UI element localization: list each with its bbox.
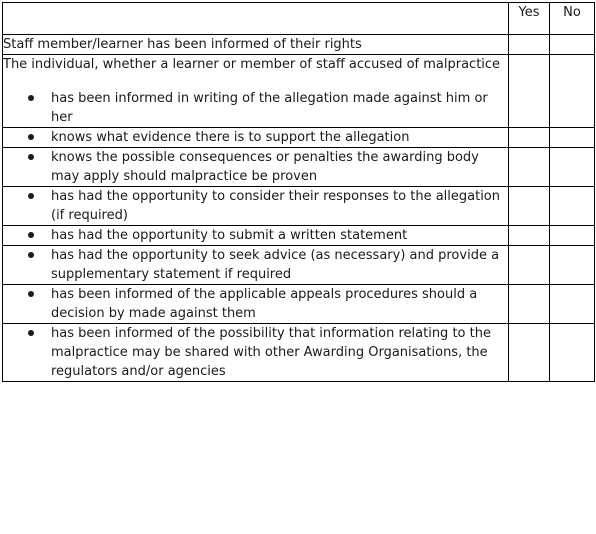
bullet-item bbox=[3, 128, 508, 147]
bullet-item bbox=[3, 89, 508, 127]
table-row bbox=[3, 55, 595, 128]
bullet-icon bbox=[3, 128, 51, 147]
table-row bbox=[3, 226, 595, 246]
yes-checkbox-cell[interactable] bbox=[509, 187, 550, 226]
table-row bbox=[3, 187, 595, 226]
table-row bbox=[3, 35, 595, 55]
bullet-icon bbox=[3, 148, 51, 186]
bullet-item bbox=[3, 226, 508, 245]
malpractice-checklist-table bbox=[2, 2, 595, 382]
bullet-icon bbox=[3, 187, 51, 225]
statement-cell bbox=[3, 148, 509, 187]
bullet-item bbox=[3, 324, 508, 381]
yes-checkbox-cell[interactable] bbox=[509, 128, 550, 148]
no-checkbox-cell[interactable] bbox=[550, 35, 595, 55]
bullet-text: has had the opportunity to submit a written statement bbox=[51, 228, 408, 243]
statement-cell bbox=[3, 324, 509, 382]
yes-checkbox-cell[interactable] bbox=[509, 35, 550, 55]
no-checkbox-cell[interactable] bbox=[550, 226, 595, 246]
yes-checkbox-cell[interactable] bbox=[509, 226, 550, 246]
no-checkbox-cell[interactable] bbox=[550, 246, 595, 285]
bullet-text: has had the opportunity to seek advice (as necessary) and provide a supplementary statement if required bbox=[51, 248, 500, 282]
statement-cell bbox=[3, 55, 509, 128]
bullet-text: knows what evidence there is to support the allegation bbox=[51, 130, 410, 145]
bullet-icon bbox=[3, 324, 51, 381]
yes-checkbox-cell[interactable] bbox=[509, 285, 550, 324]
yes-checkbox-cell[interactable] bbox=[509, 148, 550, 187]
header-row bbox=[3, 3, 595, 35]
statement-cell: Staff member/learner has been informed of their rights bbox=[3, 35, 509, 55]
statement-cell bbox=[3, 187, 509, 226]
yes-column-header: Yes bbox=[509, 3, 550, 35]
table-row bbox=[3, 246, 595, 285]
bullet-text: has been informed in writing of the allegation made against him or her bbox=[51, 91, 488, 125]
bullet-text: has been informed of the applicable appeals procedures should a decision by made against them bbox=[51, 287, 478, 321]
no-checkbox-cell[interactable] bbox=[550, 187, 595, 226]
bullet-item bbox=[3, 285, 508, 323]
statement-column-header bbox=[3, 3, 509, 35]
statement-cell bbox=[3, 128, 509, 148]
no-checkbox-cell[interactable] bbox=[550, 148, 595, 187]
bullet-icon bbox=[3, 285, 51, 323]
statement-cell bbox=[3, 246, 509, 285]
no-checkbox-cell[interactable] bbox=[550, 324, 595, 382]
table-row bbox=[3, 324, 595, 382]
no-checkbox-cell[interactable] bbox=[550, 285, 595, 324]
yes-checkbox-cell[interactable] bbox=[509, 246, 550, 285]
no-checkbox-cell[interactable] bbox=[550, 55, 595, 128]
bullet-icon bbox=[3, 226, 51, 245]
bullet-item bbox=[3, 187, 508, 225]
yes-checkbox-cell[interactable] bbox=[509, 324, 550, 382]
bullet-icon bbox=[3, 89, 51, 127]
table-row bbox=[3, 285, 595, 324]
statement-cell bbox=[3, 285, 509, 324]
bullet-text: has had the opportunity to consider their responses to the allegation (if required) bbox=[51, 189, 501, 223]
no-column-header: No bbox=[550, 3, 595, 35]
bullet-item bbox=[3, 148, 508, 186]
table-row bbox=[3, 128, 595, 148]
bullet-icon bbox=[3, 246, 51, 284]
statement-cell bbox=[3, 226, 509, 246]
table-row bbox=[3, 148, 595, 187]
bullet-text: has been informed of the possibility that information relating to the malpractice may be shared with other Awarding Organisations, the regulators and/or agencies bbox=[51, 326, 491, 379]
statement-intro-text: The individual, whether a learner or member of staff accused of malpractice bbox=[3, 57, 501, 72]
bullet-text: knows the possible consequences or penalties the awarding body may apply should malpractice be proven bbox=[51, 150, 479, 184]
yes-checkbox-cell[interactable] bbox=[509, 55, 550, 128]
bullet-item bbox=[3, 246, 508, 284]
no-checkbox-cell[interactable] bbox=[550, 128, 595, 148]
